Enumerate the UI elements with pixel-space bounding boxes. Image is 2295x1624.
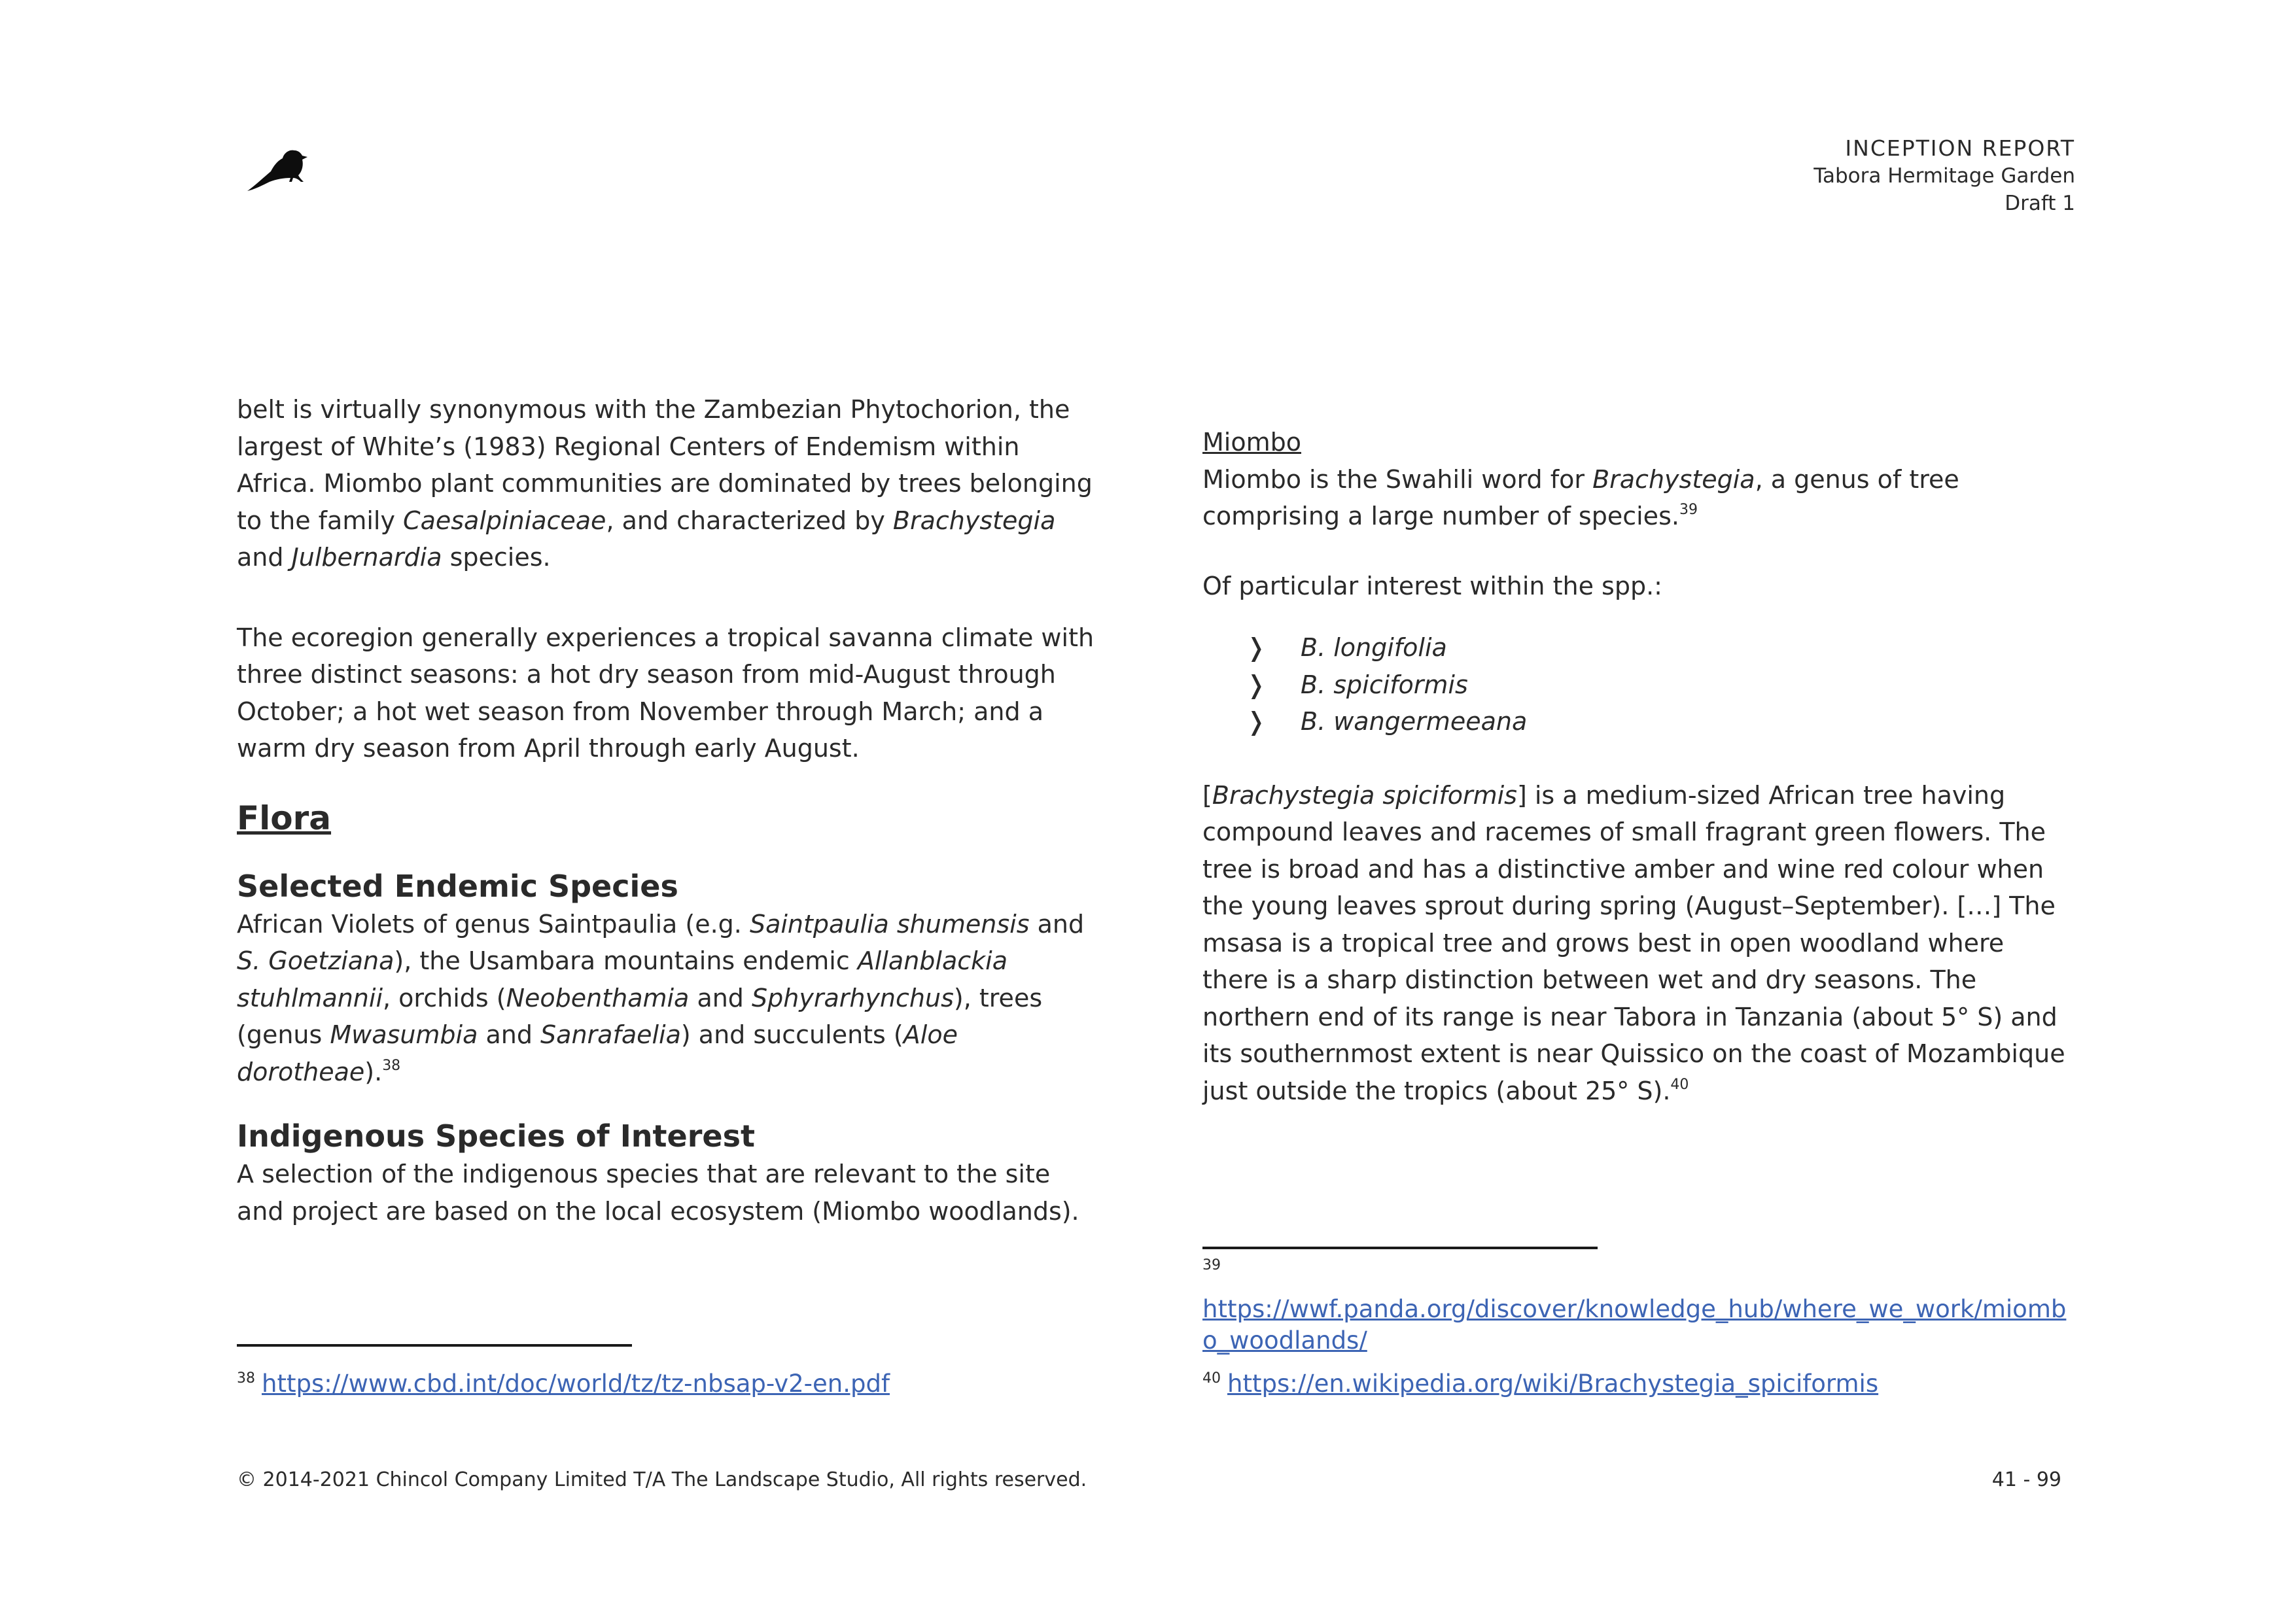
endemic-species-heading: Selected Endemic Species bbox=[237, 868, 678, 904]
project-name: Tabora Hermitage Garden bbox=[1813, 164, 2075, 188]
endemic-species-paragraph: African Violets of genus Saintpaulia (e.g. Saintpaulia shumensis and S. Goetziana), the Usambara mountains endemic Allanblackia stuhlmannii, orchids (Neobenthamia and Sphyrarhynchus), trees (genus Mwasumbia and Sanrafaelia) and succulents (Aloe dorotheae).$^{38}$ bbox=[237, 909, 1085, 1086]
list-item: ❭ B. wangermeeana bbox=[1202, 703, 2073, 740]
footnote-number: 40 bbox=[1202, 1370, 1221, 1387]
list-item: ❭ B. longifolia bbox=[1202, 629, 2073, 666]
footnote-divider bbox=[237, 1344, 632, 1347]
bird-icon bbox=[243, 139, 309, 194]
chevron-right-icon: ❭ bbox=[1246, 633, 1267, 662]
footnote-ref-39[interactable]: 39 bbox=[1679, 502, 1698, 518]
indigenous-species-heading: Indigenous Species of Interest bbox=[237, 1118, 755, 1154]
species-list bbox=[1202, 629, 2073, 740]
list-item: ❭ B. spiciformis bbox=[1202, 666, 2073, 704]
miombo-paragraph: Miombo is the Swahili word for Brachystegia, a genus of tree comprising a large number of species.$^{39}$ bbox=[1202, 464, 1959, 530]
report-title: INCEPTION REPORT bbox=[1845, 135, 2075, 161]
footnote-link-40[interactable]: https://en.wikipedia.org/wiki/Brachystegia_spiciformis bbox=[1227, 1370, 1879, 1398]
footnote-link-39[interactable]: https://wwf.panda.org/discover/knowledge_hub/where_we_work/miombo_woodlands/ bbox=[1202, 1295, 2067, 1355]
footnote-number: 38 bbox=[237, 1370, 255, 1387]
footnote-divider bbox=[1202, 1247, 1598, 1249]
footnote-ref-38[interactable]: 38 bbox=[382, 1057, 401, 1074]
footnote-39 bbox=[1202, 1294, 2079, 1356]
flora-heading: Flora bbox=[237, 799, 332, 837]
right-column bbox=[1202, 424, 2073, 1109]
chevron-right-icon: ❭ bbox=[1246, 670, 1267, 699]
draft-label: Draft 1 bbox=[2005, 192, 2075, 215]
report-header bbox=[1813, 135, 2075, 217]
interest-paragraph: Of particular interest within the spp.: bbox=[1202, 571, 1662, 600]
spiciformis-paragraph: [Brachystegia spiciformis] is a medium-sized African tree having compound leaves and racemes of small fragrant green flowers. The tree is broad and has a distinctive amber and wine red colour when the young leaves sprout during spring (August–September). […] The msasa is a tropical tree and grows best in open woodland where there is a sharp distinction between wet and dry seasons. The northern end of its range is near Tabora in Tanzania (about 5° S) and its southernmost extent is near Quissico on the coast of Mozambique just outside the tropics (about 25° S).$^{40}$ bbox=[1202, 780, 2065, 1105]
footnote-38 bbox=[237, 1363, 890, 1400]
footnote-number: 39 bbox=[1202, 1257, 1221, 1273]
footnote-40 bbox=[1202, 1363, 1878, 1400]
footnote-ref-40[interactable]: 40 bbox=[1670, 1076, 1689, 1093]
miombo-heading: Miombo bbox=[1202, 428, 1301, 457]
footnote-link-38[interactable]: https://www.cbd.int/doc/world/tz/tz-nbsap-v2-en.pdf bbox=[262, 1370, 890, 1398]
copyright-notice: © 2014-2021 Chincol Company Limited T/A The Landscape Studio, All rights reserved. bbox=[237, 1468, 1087, 1491]
indigenous-species-paragraph: A selection of the indigenous species that are relevant to the site and project are based on the local ecosystem (Miombo woodlands). bbox=[237, 1160, 1079, 1226]
left-column bbox=[237, 391, 1100, 1230]
intro-paragraph: belt is virtually synonymous with the Zambezian Phytochorion, the largest of White’s (1983) Regional Centers of Endemism within Africa. Miombo plant communities are dominated by trees belonging to the family Caesalpiniaceae, and characterized by Brachystegia and Julbernardia species. bbox=[237, 395, 1093, 572]
climate-paragraph: The ecoregion generally experiences a tropical savanna climate with three distinct seasons: a hot dry season from mid-August through October; a hot wet season from November through March; and a warm dry season from April through early August. bbox=[237, 623, 1095, 763]
page-number: 41 - 99 bbox=[1991, 1468, 2061, 1491]
chevron-right-icon: ❭ bbox=[1246, 707, 1267, 736]
